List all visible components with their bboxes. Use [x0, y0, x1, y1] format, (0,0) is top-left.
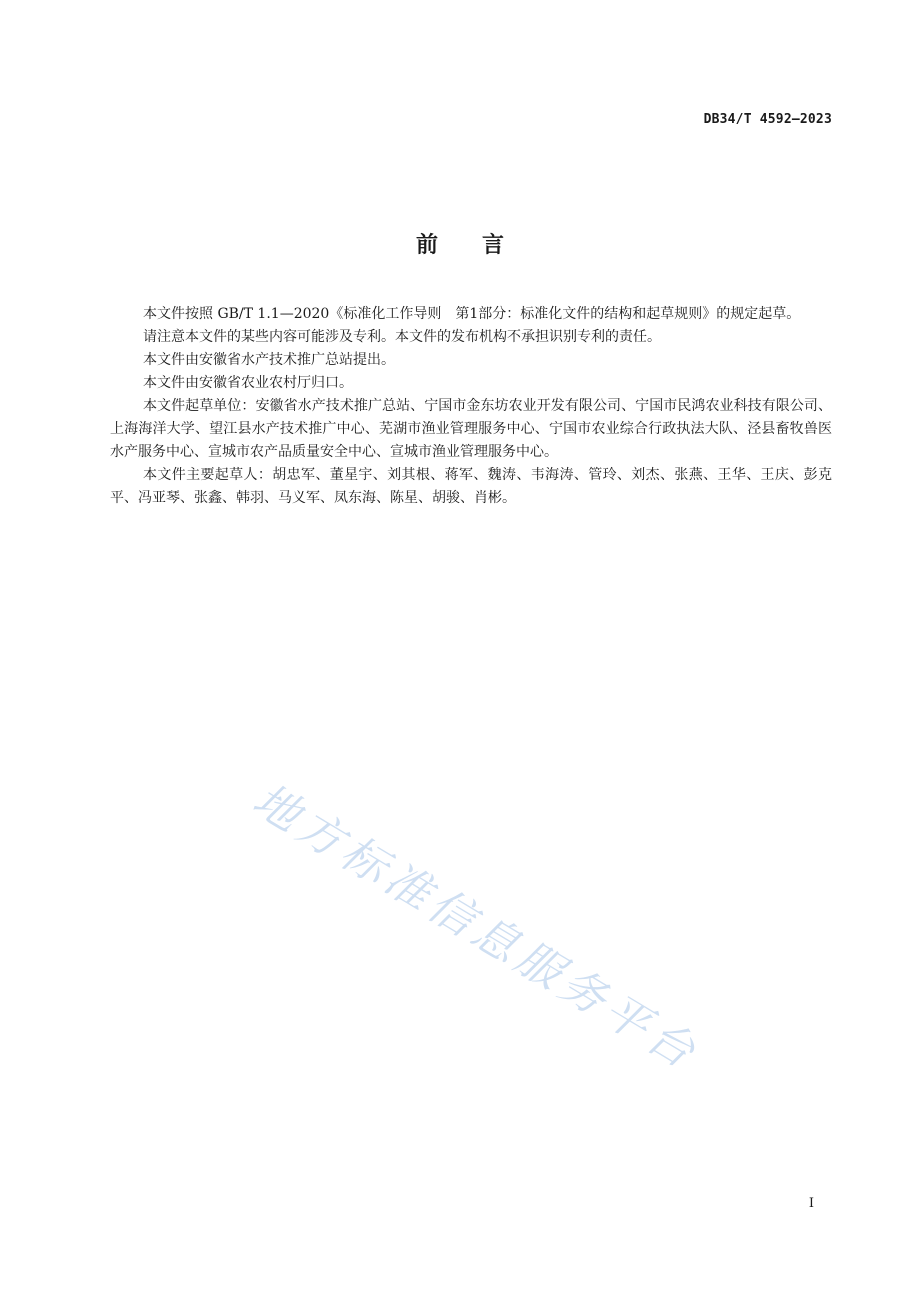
paragraph-proposer: 本文件由安徽省水产技术推广总站提出。 — [143, 352, 395, 368]
paragraph-drafting-basis: 本文件按照 GB/T 1.1—2020《标准化工作导则 第1部分：标准化文件的结构和起草规则》的规定起草。 — [143, 306, 801, 322]
page-title: 前言 — [415, 233, 548, 258]
paragraph-drafting-units: 本文件起草单位：安徽省水产技术推广总站、宁国市金东坊农业开发有限公司、宁国市民鸿农业科技有限公司、上海海洋大学、望江县水产技术推广中心、芜湖市渔业管理服务中心、宁国市农业综合行政执法大队、泾县畜牧兽医水产服务中心、宣城市农产品质量安全中心、宣城市渔业管理服务中心。 — [110, 398, 832, 460]
paragraph-administrator: 本文件由安徽省农业农村厅归口。 — [143, 375, 353, 391]
watermark-text: 地方标准信息服务平台 — [244, 772, 709, 1081]
paragraph-drafters: 本文件主要起草人：胡忠军、董星宇、刘其根、蒋军、魏涛、韦海涛、管玲、刘杰、张燕、王华、王庆、彭克平、冯亚琴、张鑫、韩羽、马义军、凤东海、陈星、胡骏、肖彬。 — [110, 467, 832, 506]
document-code: DB34/T 4592—2023 — [703, 112, 832, 127]
page-number: I — [808, 1196, 814, 1211]
foreword-body — [110, 303, 832, 510]
paragraph-patent-notice: 请注意本文件的某些内容可能涉及专利。本文件的发布机构不承担识别专利的责任。 — [143, 329, 661, 345]
